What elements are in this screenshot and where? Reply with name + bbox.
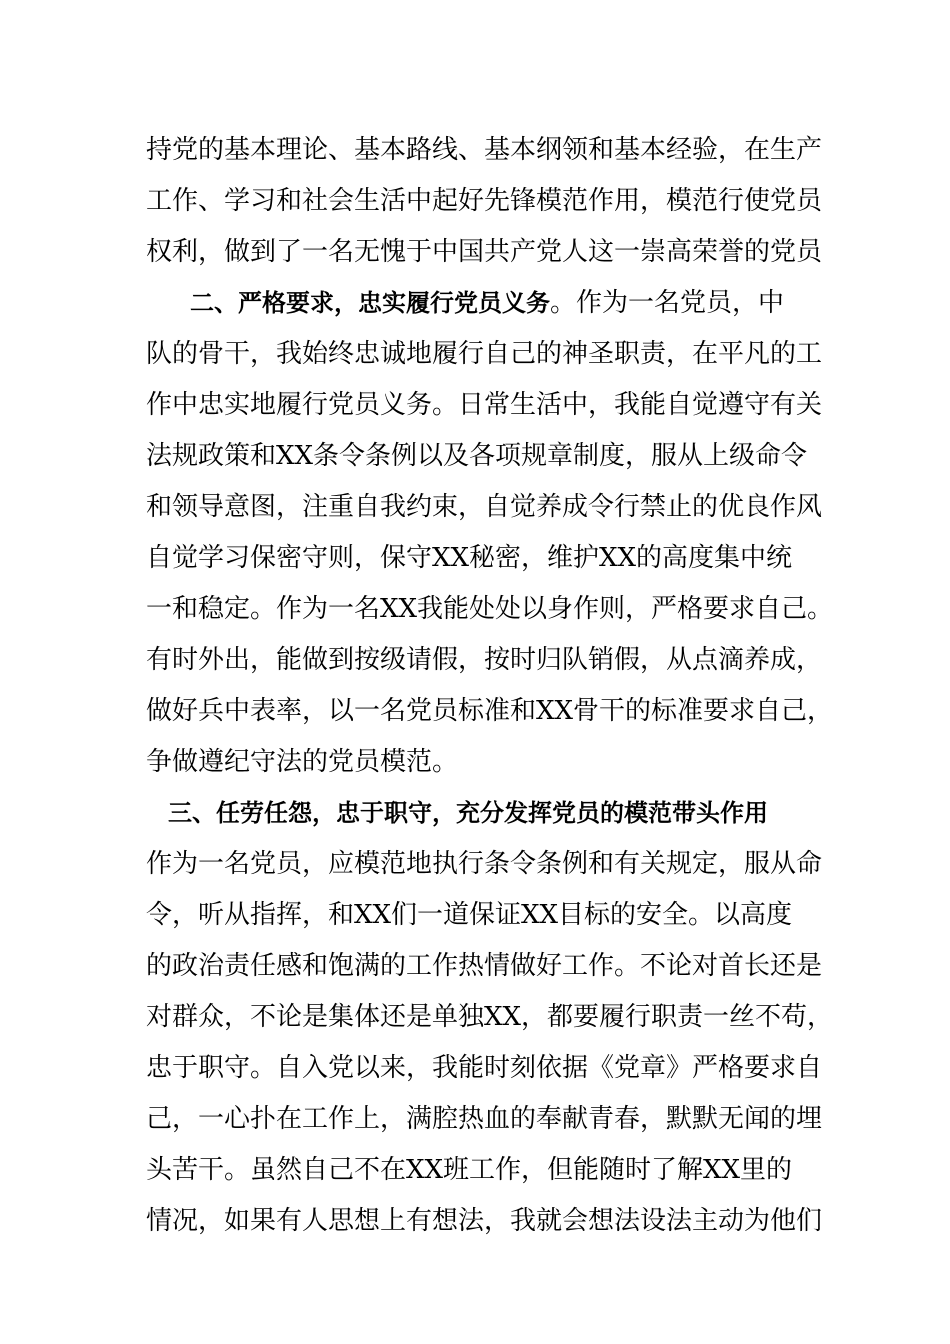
paragraph-line: 一和稳定。作为一名XX我能处处以身作则，严格要求自己。 <box>146 594 834 624</box>
paragraph-line: 争做遵纪守法的党员模范。 <box>146 747 459 777</box>
paragraph-line: 作中忠实地履行党员义务。日常生活中，我能自觉遵守有关 <box>146 390 823 420</box>
paragraph-line: 己，一心扑在工作上，满腔热血的奉献青春，默默无闻的埋 <box>146 1104 823 1134</box>
section-2-first-line <box>190 283 870 323</box>
section-2-heading: 二、严格要求，忠实履行党员义务 <box>190 289 550 317</box>
paragraph-line: 有时外出，能做到按级请假，按时归队销假，从点滴养成， <box>146 645 823 675</box>
paragraph-line: 头苦干。虽然自己不在XX班工作，但能随时了解XX里的 <box>146 1155 793 1185</box>
section-3-first-line <box>168 793 848 833</box>
paragraph-line: 自觉学习保密守则，保守XX秘密，维护XX的高度集中统 <box>146 543 793 573</box>
paragraph-line: 权利，做到了一名无愧于中国共产党人这一崇高荣誉的党员 <box>146 237 823 267</box>
section-3-heading: 三、任劳任怨，忠于职守，充分发挥党员的模范带头作用 <box>168 799 768 827</box>
paragraph-line: 令，听从指挥，和XX们一道保证XX目标的安全。以高度 <box>146 900 793 930</box>
paragraph-line: 做好兵中表率，以一名党员标准和XX骨干的标准要求自己， <box>146 696 834 726</box>
paragraph-line: 和领导意图，注重自我约束，自觉养成令行禁止的优良作风 <box>146 492 823 522</box>
paragraph-line: 忠于职守。自入党以来，我能时刻依据《党章》严格要求自 <box>146 1053 823 1083</box>
paragraph-line: 持党的基本理论、基本路线、基本纲领和基本经验，在生产 <box>146 135 823 165</box>
paragraph-line: 法规政策和XX条令条例以及各项规章制度，服从上级命令 <box>146 441 808 471</box>
paragraph-line: 对群众，不论是集体还是单独XX，都要履行职责一丝不苟， <box>146 1002 834 1032</box>
paragraph-line: 作为一名党员，应模范地执行条令条例和有关规定，服从命 <box>146 849 823 879</box>
paragraph-line: 工作、学习和社会生活中起好先锋模范作用，模范行使党员 <box>146 186 823 216</box>
paragraph-line: 队的骨干，我始终忠诚地履行自己的神圣职责，在平凡的工 <box>146 339 823 369</box>
paragraph-line: 的政治责任感和饱满的工作热情做好工作。不论对首长还是 <box>146 951 823 981</box>
section-2-text: 。作为一名党员，中 <box>550 288 785 318</box>
paragraph-line: 情况，如果有人思想上有想法，我就会想法设法主动为他们 <box>146 1206 823 1236</box>
